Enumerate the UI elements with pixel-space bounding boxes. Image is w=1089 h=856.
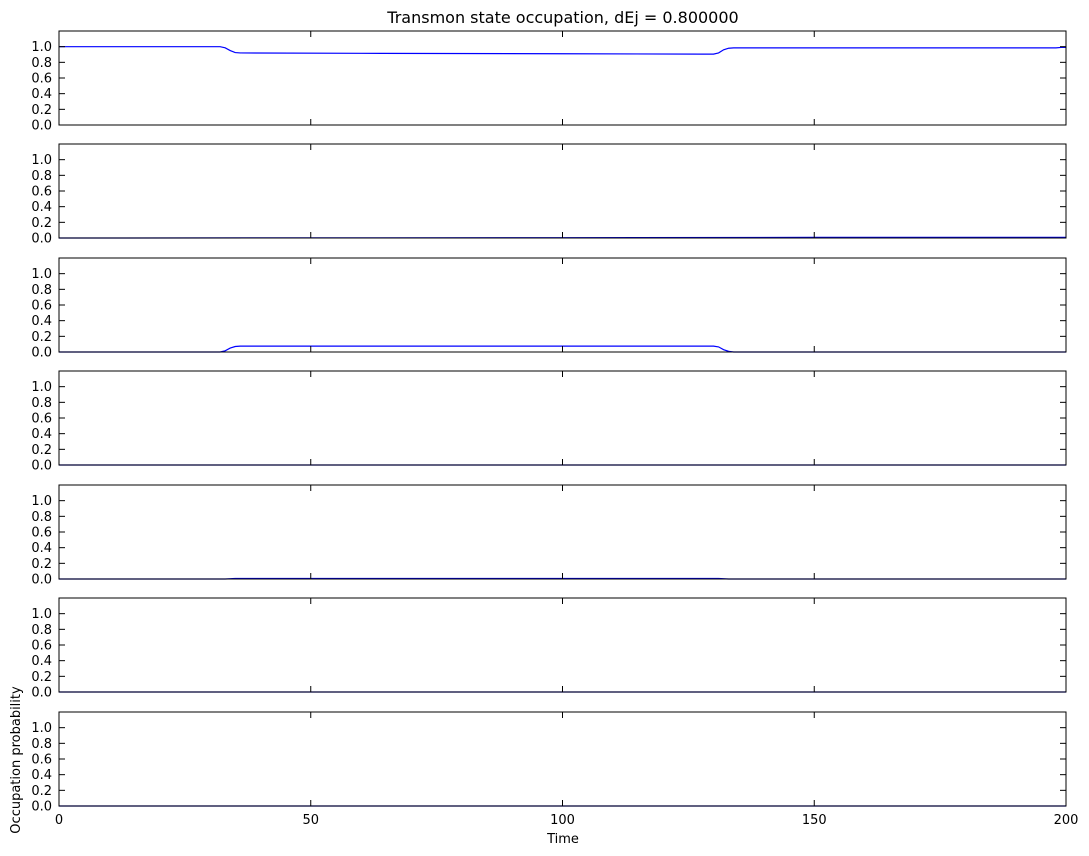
y-tick-label: 0.0 — [31, 799, 52, 815]
x-tick-label: 150 — [801, 813, 827, 828]
subplots — [31, 31, 1078, 828]
y-tick-label: 1.0 — [31, 494, 52, 510]
y-tick-label: 0.2 — [31, 556, 52, 572]
y-tick-label: 0.6 — [31, 184, 52, 200]
y-tick-label: 0.2 — [31, 783, 52, 799]
y-tick-label: 0.4 — [31, 314, 52, 330]
y-tick-label: 0.6 — [31, 71, 52, 87]
y-tick-label: 0.6 — [31, 525, 52, 541]
y-tick-label: 0.4 — [31, 200, 52, 216]
axes-frame — [59, 712, 1066, 806]
y-tick-label: 0.0 — [31, 345, 52, 361]
y-tick-label: 0.8 — [31, 168, 52, 184]
axes-frame — [59, 31, 1066, 125]
subplot-7 — [31, 712, 1078, 828]
y-tick-label: 1.0 — [31, 380, 52, 396]
y-tick-label: 0.0 — [31, 572, 52, 588]
y-tick-label: 0.4 — [31, 541, 52, 557]
subplot-6 — [31, 598, 1066, 701]
y-tick-label: 1.0 — [31, 40, 52, 56]
y-tick-label: 0.6 — [31, 298, 52, 314]
subplot-1 — [31, 31, 1066, 134]
subplot-3 — [31, 258, 1066, 361]
subplot-4 — [31, 371, 1066, 474]
x-tick-label: 100 — [550, 813, 575, 828]
y-tick-label: 0.2 — [31, 669, 52, 685]
y-axis-label: Occupation probability — [9, 686, 24, 834]
y-tick-label: 0.8 — [31, 55, 52, 71]
y-tick-label: 0.4 — [31, 768, 52, 784]
y-tick-label: 1.0 — [31, 721, 52, 737]
y-tick-label: 0.8 — [31, 622, 52, 638]
axes-frame — [59, 371, 1066, 465]
x-tick-label: 200 — [1053, 813, 1079, 828]
y-tick-label: 0.6 — [31, 411, 52, 427]
x-tick-label: 0 — [54, 813, 64, 828]
y-tick-label: 0.0 — [31, 231, 52, 247]
chart-title: Transmon state occupation, dEj = 0.800000 — [387, 8, 739, 27]
y-tick-label: 0.0 — [31, 118, 52, 134]
axes-frame — [59, 258, 1066, 352]
y-tick-label: 0.8 — [31, 282, 52, 298]
y-tick-label: 0.4 — [31, 427, 52, 443]
y-tick-label: 0.4 — [31, 87, 52, 103]
subplot-2 — [31, 144, 1066, 247]
y-tick-label: 0.2 — [31, 329, 52, 345]
y-tick-label: 0.8 — [31, 395, 52, 411]
axes-frame — [59, 144, 1066, 238]
axes-frame — [59, 598, 1066, 692]
x-tick-label: 50 — [302, 813, 320, 828]
axes-frame — [59, 485, 1066, 579]
y-tick-label: 0.2 — [31, 442, 52, 458]
y-tick-label: 0.8 — [31, 736, 52, 752]
y-tick-label: 0.4 — [31, 654, 52, 670]
x-axis-label: Time — [547, 832, 579, 847]
y-tick-label: 1.0 — [31, 267, 52, 283]
y-tick-label: 1.0 — [31, 607, 52, 623]
y-tick-label: 0.6 — [31, 638, 52, 654]
y-tick-label: 1.0 — [31, 153, 52, 169]
y-tick-label: 0.8 — [31, 509, 52, 525]
y-tick-label: 0.0 — [31, 685, 52, 701]
subplot-5 — [31, 485, 1066, 588]
y-tick-label: 0.2 — [31, 102, 52, 118]
y-tick-label: 0.0 — [31, 458, 52, 474]
y-tick-label: 0.6 — [31, 752, 52, 768]
series-line-1 — [59, 47, 1066, 54]
y-tick-label: 0.2 — [31, 215, 52, 231]
